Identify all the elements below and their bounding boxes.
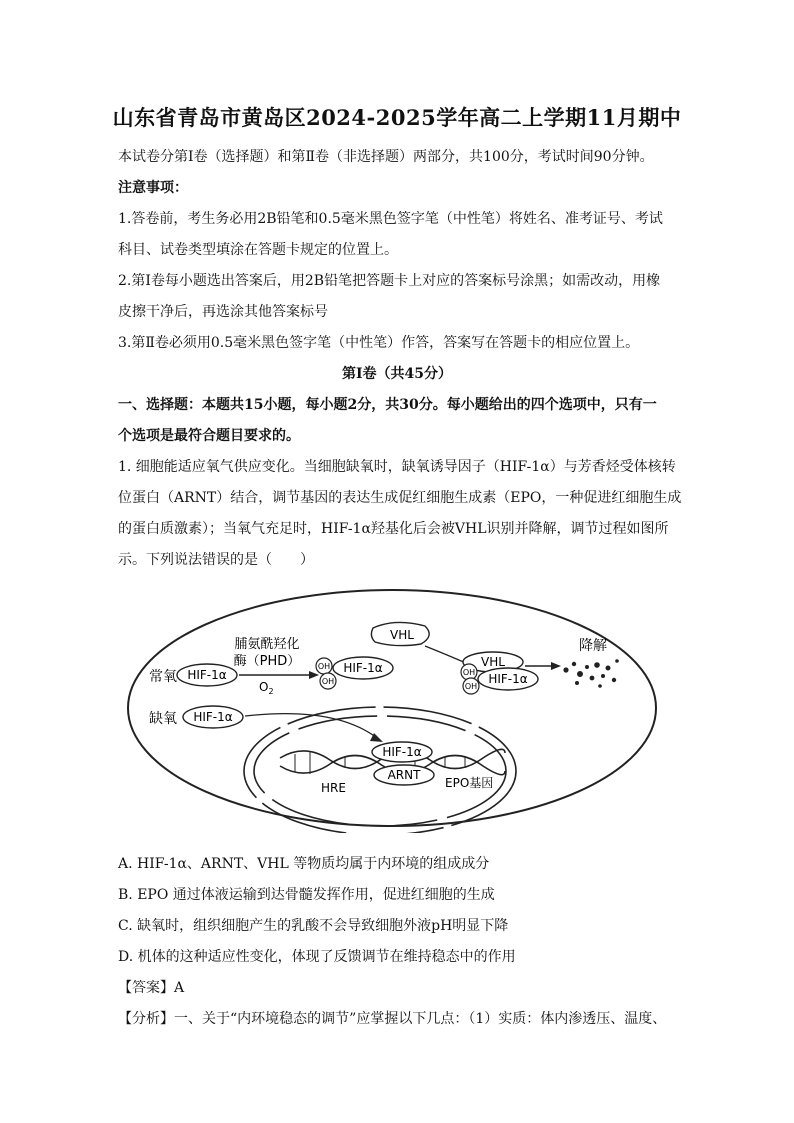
notice-line: 3.第Ⅱ卷必须用0.5毫米黑色签字笔（中性笔）作答，答案写在答题卡的相应位置上。 (118, 335, 640, 351)
hre-label: HRE (321, 781, 346, 795)
notice-line: 2.第Ⅰ卷每小题选出答案后，用2B铅笔把答题卡上对应的答案标号涂黑；如需改动，用橡 (118, 273, 661, 289)
question-text: 的蛋白质激素）；当氧气充足时，HIF-1α羟基化后会被VHL识别并降解，调节过程如图所 (118, 521, 669, 537)
oh-label: OH (321, 677, 335, 686)
hif-label: HIF-1α (382, 745, 422, 759)
question-text: 1. 细胞能适应氧气供应变化。当细胞缺氧时，缺氧诱导因子（HIF-1α）与芳香烃受体核转 (118, 459, 676, 475)
notice-line: 科目、试卷类型填涂在答题卡规定的位置上。 (118, 242, 398, 258)
degrade-label: 降解 (579, 638, 607, 654)
option-c: C. 缺氧时，组织细胞产生的乳酸不会导致细胞外液pH明显下降 (118, 918, 509, 934)
notice-line: 1.答卷前，考生务必用2B铅笔和0.5毫米黑色签字笔（中性笔）将姓名、准考证号、考试 (118, 211, 663, 227)
option-a: A. HIF-1α、ARNT、VHL 等物质均属于内环境的组成成分 (118, 856, 490, 872)
hif-label: HIF-1α (187, 668, 227, 682)
epo-gene-label: EPO基因 (445, 776, 494, 790)
notice-line: 皮擦干净后，再选涂其他答案标号 (118, 304, 328, 320)
oh-label: OH (462, 668, 476, 677)
option-b: B. EPO 通过体液运输到达骨髓发挥作用，促进红细胞的生成 (118, 887, 495, 903)
hif-label: HIF-1α (343, 661, 383, 675)
hif-label: HIF-1α (488, 672, 528, 686)
option-d: D. 机体的这种适应性变化，体现了反馈调节在维持稳态中的作用 (118, 949, 516, 965)
analysis-line: 【分析】一、关于“内环境稳态的调节”应掌握以下几点：（1）实质：体内渗透压、温度、 (118, 1011, 667, 1027)
enzyme-label: 脯氨酰羟化 (234, 637, 300, 652)
arnt-label: ARNT (387, 768, 421, 782)
page-title: 山东省青岛市黄岛区2024-2025学年高二上学期11月期中 (112, 105, 682, 130)
answer-line: 【答案】A (118, 980, 185, 996)
section-instruction: 个选项是最符合题目要求的。 (118, 428, 300, 444)
normoxia-label: 常氧 (149, 669, 177, 685)
degraded-fragments (563, 659, 618, 688)
hypoxia-label: 缺氧 (149, 711, 177, 727)
hif-label: HIF-1α (193, 710, 233, 724)
hif-diagram (125, 588, 660, 833)
vhl-label: VHL (390, 628, 414, 642)
oh-label: OH (464, 682, 478, 691)
question-text: 示。下列说法错误的是（ ） (118, 552, 314, 568)
enzyme-label: 酶（PHD） (233, 654, 301, 669)
oh-label: OH (317, 662, 331, 671)
notice-heading: 注意事项： (118, 180, 188, 196)
vhl-label: VHL (481, 655, 505, 669)
intro-text: 本试卷分第Ⅰ卷（选择题）和第Ⅱ卷（非选择题）两部分，共100分，考试时间90分钟。 (118, 149, 654, 165)
section-instruction: 一、选择题：本题共15小题，每小题2分，共30分。每小题给出的四个选项中，只有一 (118, 397, 657, 413)
oxygen-label: $O_2$ (259, 680, 274, 696)
question-text: 位蛋白（ARNT）结合，调节基因的表达生成促红细胞生成素（EPO，一种促进红细胞生成 (118, 490, 682, 506)
section-title: 第Ⅰ卷（共45分） (341, 366, 453, 382)
